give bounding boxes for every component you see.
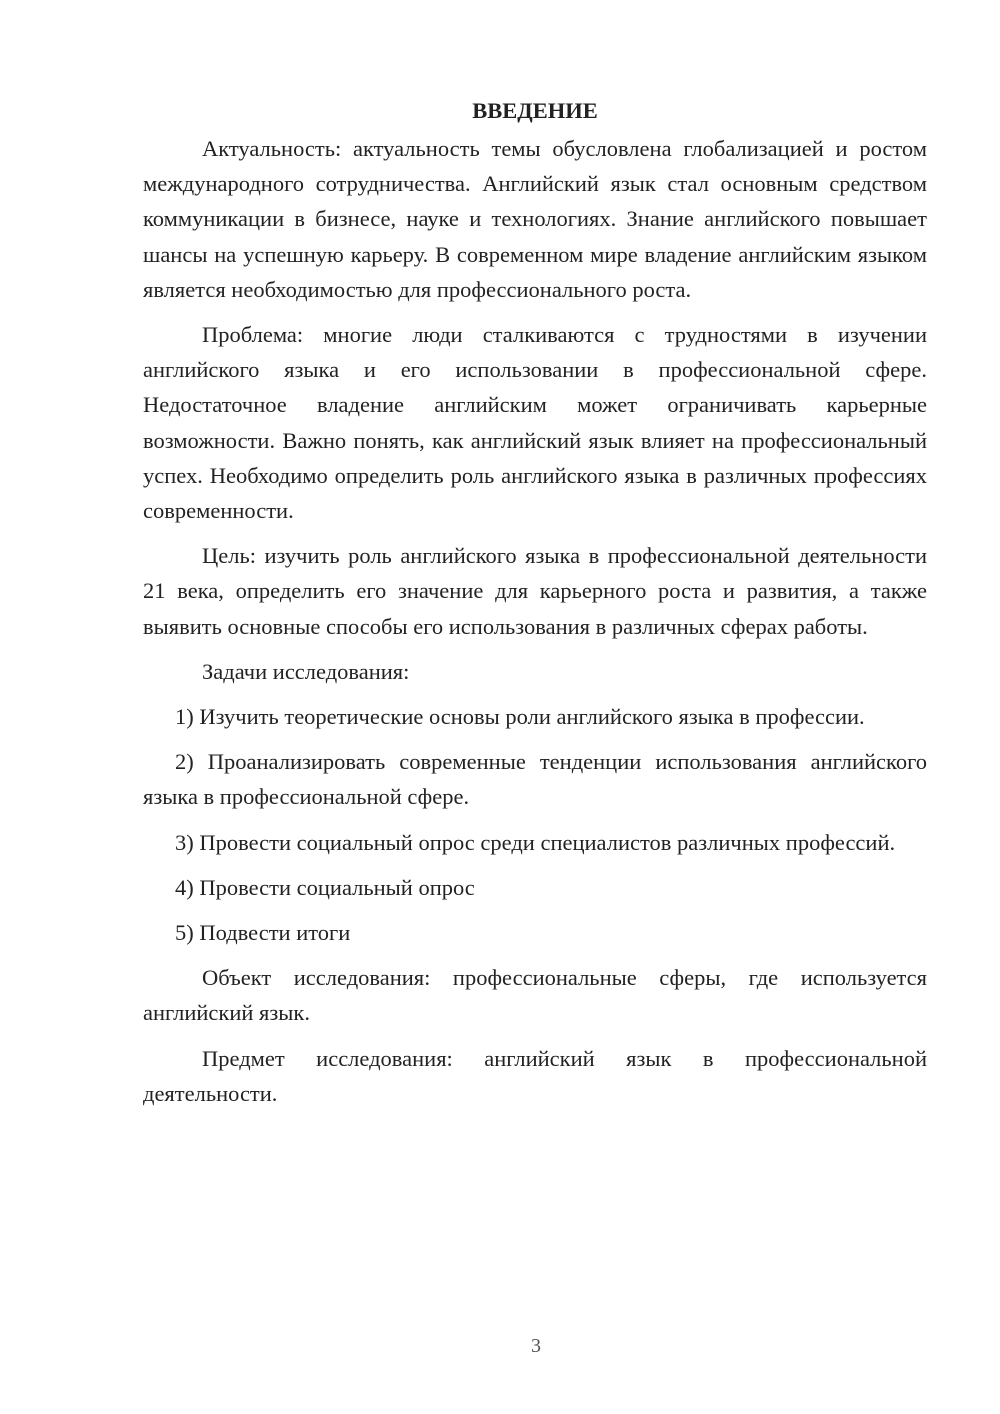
- paragraph-problem: Проблема: многие люди сталкиваются с трудностями в изучении английского языка и его использовании в профессиональной сфере. Недостаточное владение английским может ограничивать карьерные возможности. Важно понять, как английский язык влияет на профессиональный успех. Необходимо определить роль английского языка в различных профессиях современности.: [143, 322, 927, 524]
- paragraph-tasks-heading: Задачи исследования:: [202, 658, 410, 684]
- paragraph-object: Объект исследования: профессиональные сферы, где используется английский язык.: [143, 965, 927, 1026]
- page-content: [143, 96, 927, 1121]
- task-item: 5) Подвести итоги: [175, 920, 351, 946]
- section-title: ВВЕДЕНИЕ: [472, 98, 598, 123]
- task-item: 3) Провести социальный опрос среди специалистов различных профессий.: [175, 829, 896, 855]
- paragraph-goal: Цель: изучить роль английского языка в профессиональной деятельности 21 века, определить его значение для карьерного роста и развития, а также выявить основные способы его использования в различных сферах работы.: [143, 543, 927, 639]
- task-item: 4) Провести социальный опрос: [175, 874, 475, 900]
- task-item: 2) Проанализировать современные тенденции использования английского языка в профессиональной сфере.: [143, 749, 927, 810]
- paragraph-relevance: Актуальность: актуальность темы обусловлена глобализацией и ростом международного сотрудничества. Английский язык стал основным средством коммуникации в бизнесе, науке и технологиях. Знание английского повышает шансы на успешную карьеру. В современном мире владение английским языком является необходимостью для профессионального роста.: [143, 136, 927, 302]
- task-item: 1) Изучить теоретические основы роли английского языка в профессии.: [175, 704, 865, 730]
- paragraph-subject: Предмет исследования: английский язык в профессиональной деятельности.: [143, 1045, 927, 1106]
- page-number: 3: [531, 1335, 541, 1357]
